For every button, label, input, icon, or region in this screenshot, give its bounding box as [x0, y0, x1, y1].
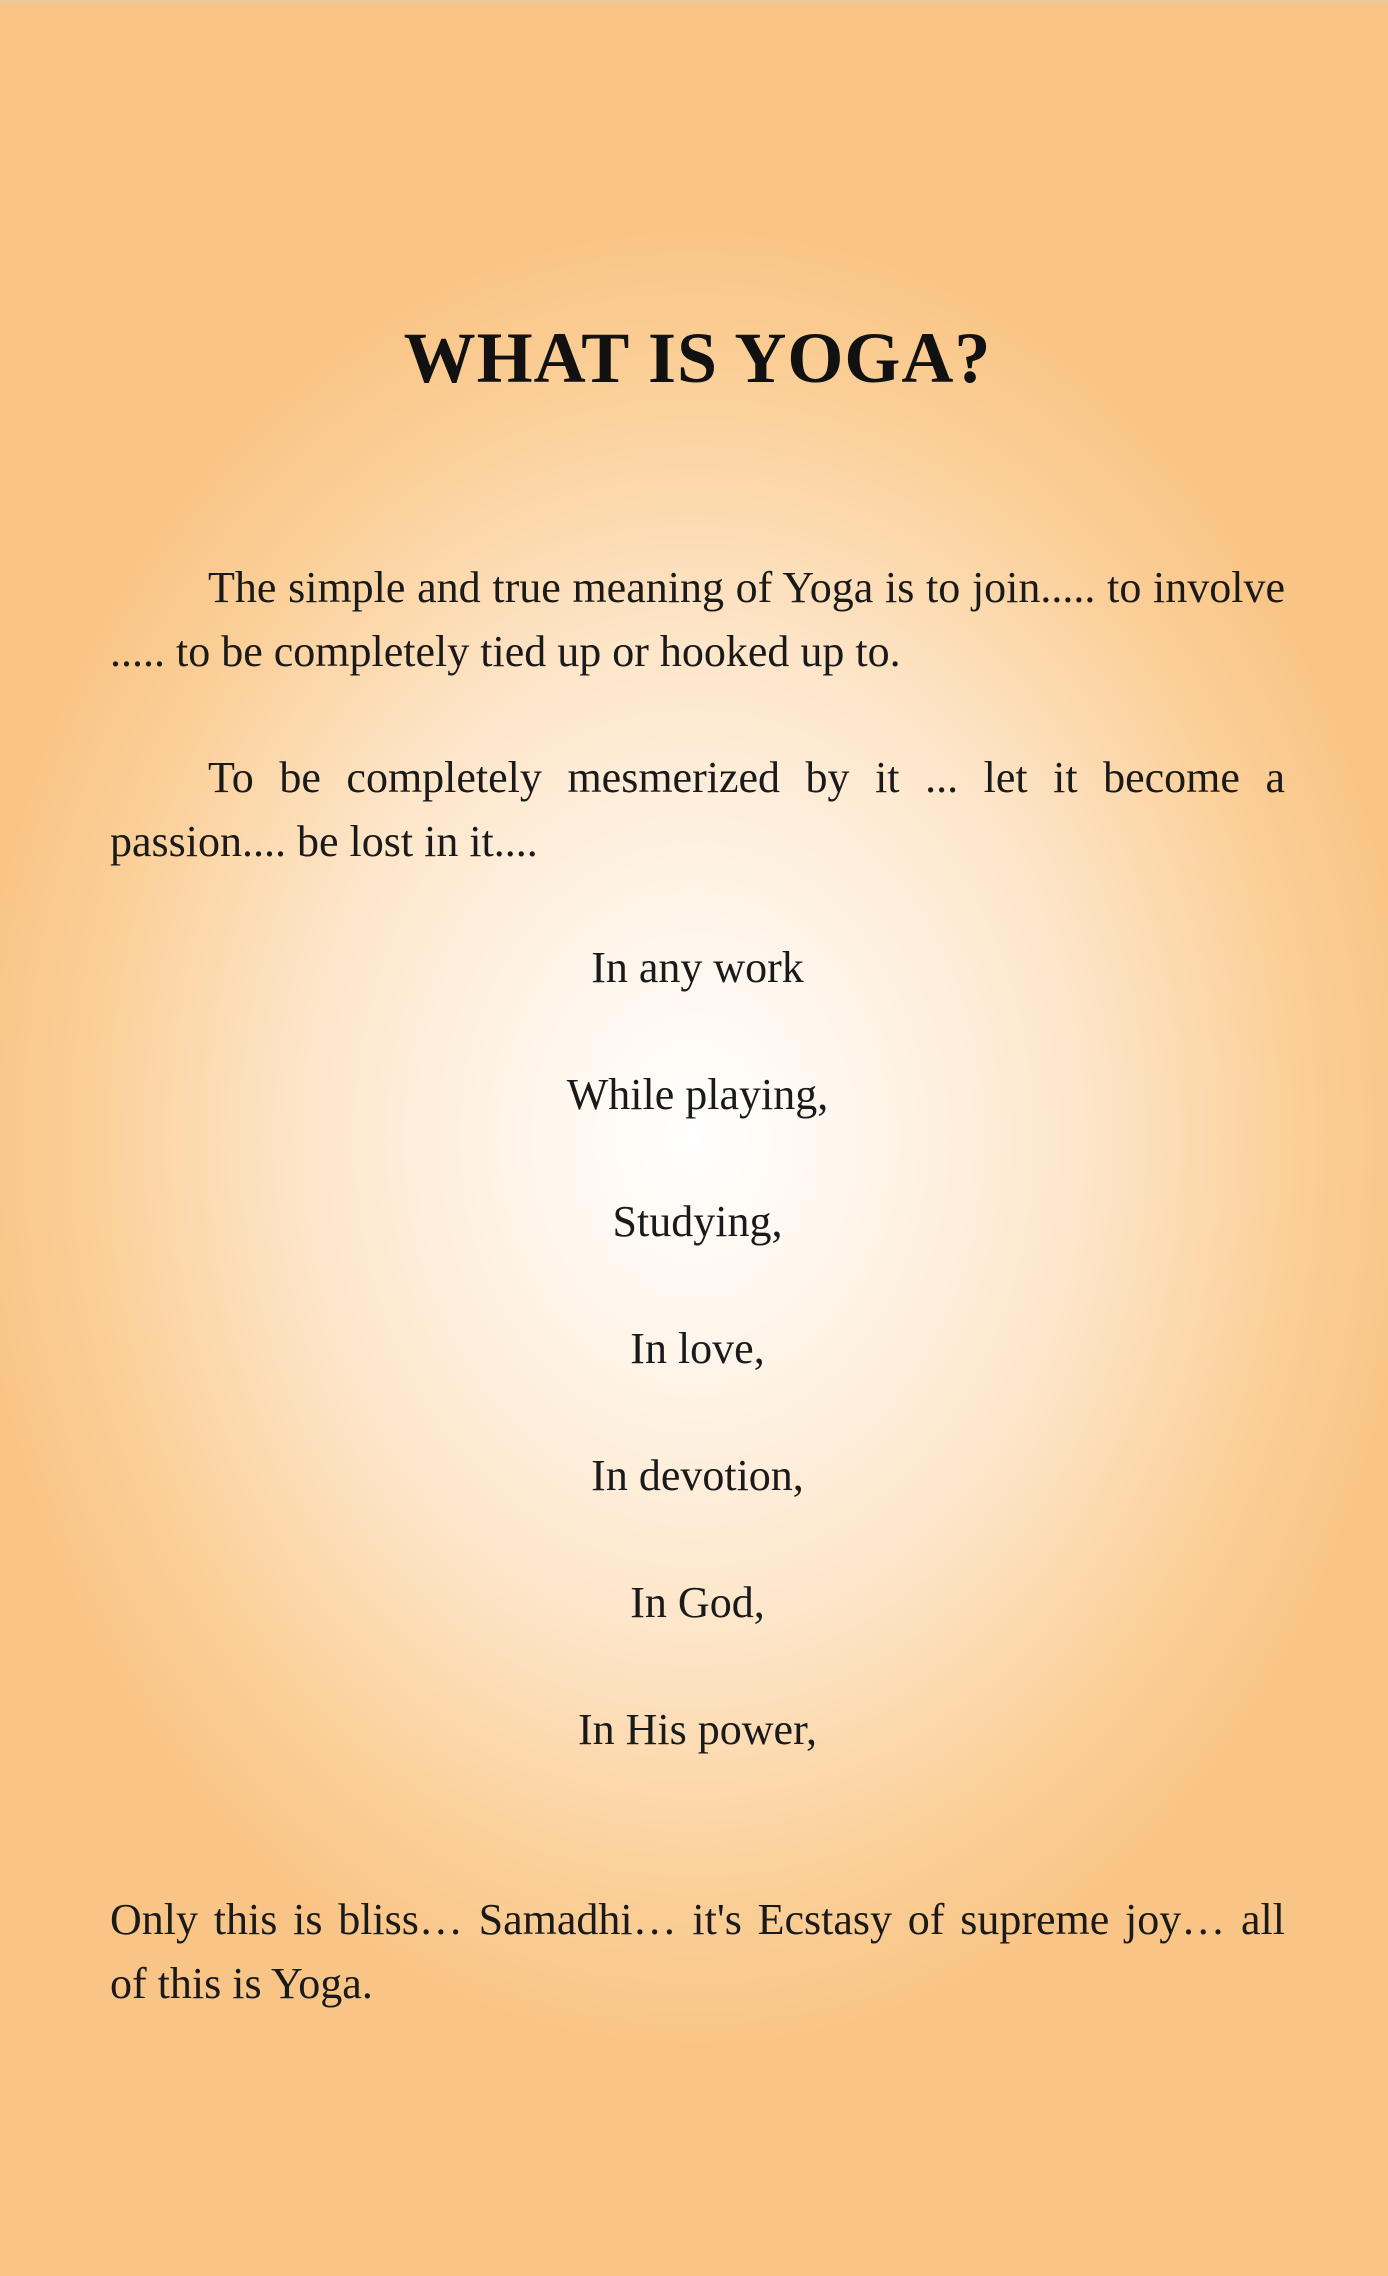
page-top-edge [0, 0, 1388, 3]
list-item: In devotion, [591, 1451, 804, 1500]
list-item: While playing, [566, 1070, 829, 1119]
list-item: In His power, [578, 1705, 817, 1754]
second-paragraph [110, 746, 1285, 874]
list-item: Studying, [612, 1197, 783, 1246]
list-item: In any work [591, 943, 804, 992]
centered-list [110, 936, 1285, 1825]
list-item: In love, [630, 1324, 765, 1373]
page-title: WHAT IS YOGA? [403, 318, 992, 398]
intro-paragraph [110, 556, 1285, 684]
list-item: In God, [630, 1578, 765, 1627]
intro-paragraph-text: The simple and true meaning of Yoga is to join..... to involve ..... to be completely tied up or hooked up to. [110, 563, 1285, 676]
second-paragraph-text: To be completely mesmerized by it ... let it become a passion.... be lost in it.... [110, 753, 1285, 866]
closing-paragraph: Only this is bliss… Samadhi… it's Ecstasy of supreme joy… all of this is Yoga. [110, 1895, 1285, 2008]
